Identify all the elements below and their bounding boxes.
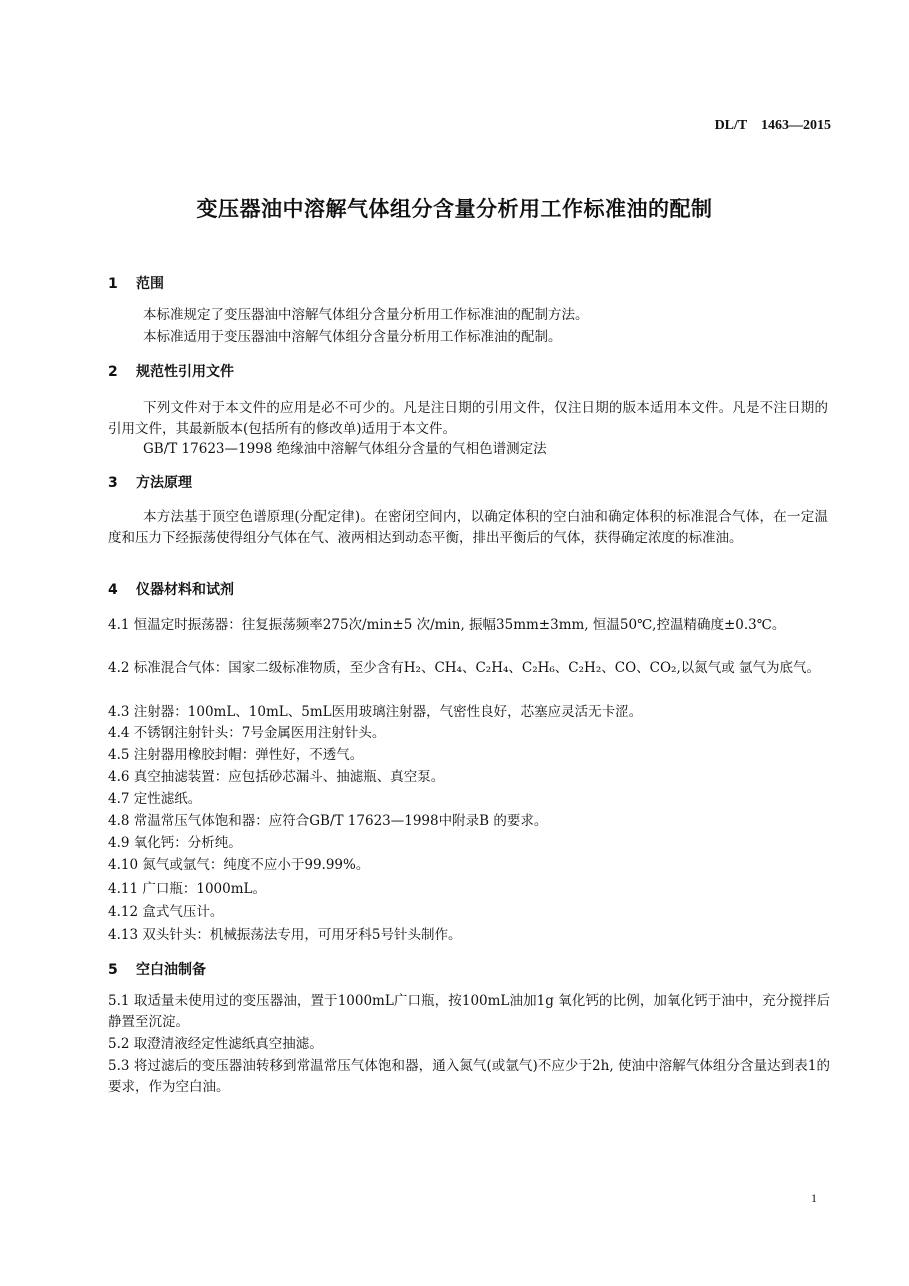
list-item: 4.1 恒温定时振荡器：往复振荡频率275次/min±5 次/min, 振幅35mm±3mm, 恒温50℃,控温精确度±0.3℃。	[108, 617, 786, 633]
section-number: 3	[108, 475, 118, 491]
section-number: 5	[108, 962, 118, 978]
scope-paragraph-2: 本标准适用于变压器油中溶解气体组分含量分析用工作标准油的配制。	[143, 329, 562, 345]
section-title: 范围	[136, 276, 164, 292]
list-item: 5.3 将过滤后的变压器油转移到常温常压气体饱和器，通入氮气(或氩气)不应少于2h, 使油中溶解气体组分含量达到表1的要求，作为空白油。	[108, 1058, 830, 1095]
list-item: 4.11 广口瓶：1000mL。	[108, 881, 266, 897]
list-item: 4.13 双头针头：机械振荡法专用，可用牙科5号针头制作。	[108, 927, 462, 943]
reference-entry: GB/T 17623—1998 绝缘油中溶解气体组分含量的气相色谱测定法	[143, 441, 547, 457]
section-number: 2	[108, 364, 118, 380]
section-heading-scope	[108, 273, 164, 293]
section-title: 规范性引用文件	[136, 364, 234, 380]
section-title: 仪器材料和试剂	[136, 582, 234, 598]
list-item: 4.10 氮气或氩气：纯度不应小于99.99%。	[108, 857, 370, 873]
section-title: 空白油制备	[136, 962, 206, 978]
section-heading-principle	[108, 472, 192, 492]
section-number: 4	[108, 582, 118, 598]
document-title: 变压器油中溶解气体组分含量分析用工作标准油的配制	[196, 197, 713, 221]
scope-paragraph-1: 本标准规定了变压器油中溶解气体组分含量分析用工作标准油的配制方法。	[143, 307, 589, 323]
principle-paragraph: 本方法基于顶空色谱原理(分配定律)。在密闭空间内，以确定体积的空白油和确定体积的标准混合气体，在一定温度和压力下经振荡使得组分气体在气、液两相达到动态平衡，排出平衡后的气体，获得确定浓度的标准油。	[108, 509, 828, 546]
list-item: 4.4 不锈钢注射针头：7号金属医用注射针头。	[108, 725, 386, 741]
list-item: 4.3 注射器：100mL、10mL、5mL医用玻璃注射器，气密性良好，芯塞应灵活无卡涩。	[108, 704, 643, 720]
page-number: 1	[811, 1191, 817, 1205]
section-number: 1	[108, 276, 118, 292]
list-item: 4.9 氧化钙：分析纯。	[108, 835, 242, 851]
list-item: 4.12 盒式气压计。	[108, 904, 224, 920]
list-item: 4.8 常温常压气体饱和器：应符合GB/T 17623—1998中附录B 的要求。	[108, 813, 548, 829]
list-item: 5.1 取适量未使用过的变压器油，置于1000mL广口瓶，按100mL油加1g 氧化钙的比例，加氧化钙于油中，充分搅拌后静置至沉淀。	[108, 993, 830, 1030]
list-item: 4.5 注射器用橡胶封帽：弹性好，不透气。	[108, 747, 364, 763]
list-item: 5.2 取澄清液经定性滤纸真空抽滤。	[108, 1036, 323, 1052]
list-item: 4.7 定性滤纸。	[108, 791, 202, 807]
section-title: 方法原理	[136, 475, 192, 491]
standard-code: DL/T 1463—2015	[714, 118, 831, 133]
section-heading-references	[108, 361, 234, 381]
section-heading-apparatus	[108, 579, 234, 599]
list-item: 4.6 真空抽滤装置：应包括砂芯漏斗、抽滤瓶、真空泵。	[108, 769, 445, 785]
section-heading-blank-oil	[108, 959, 206, 979]
references-paragraph: 下列文件对于本文件的应用是必不可少的。凡是注日期的引用文件，仅注日期的版本适用本文件。凡是不注日期的引用文件，其最新版本(包括所有的修改单)适用于本文件。	[108, 400, 828, 437]
list-item: 4.2 标准混合气体：国家二级标准物质，至少含有H₂、CH₄、C₂H₄、C₂H₆、C₂H₂、CO、CO₂,以氮气或 氩气为底气。	[108, 660, 821, 676]
